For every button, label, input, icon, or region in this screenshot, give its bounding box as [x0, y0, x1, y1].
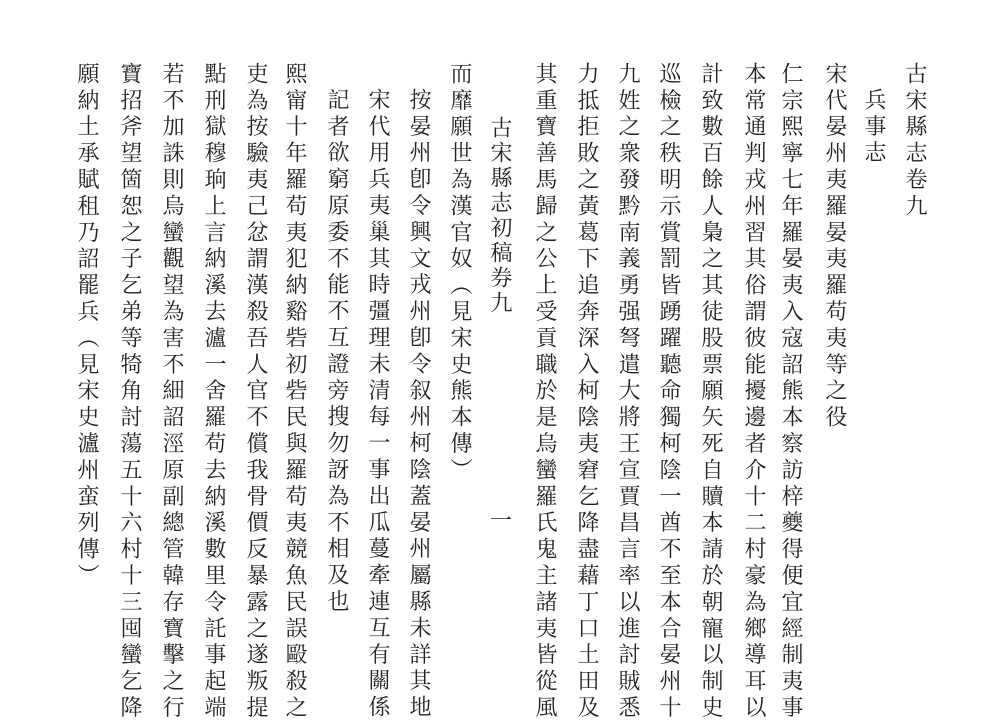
note-line: 記者欲窮原委不能不互證旁搜勿訝為不相及也 — [324, 88, 349, 616]
text-line: 若不加誅則烏蠻觀望為害不細詔涇原副總管韓存寶擊之行 — [159, 62, 184, 722]
text-line: 吏為按驗夷己忿謂漢殺吾人官不償我骨價反暴露之遂叛提 — [243, 62, 268, 722]
text-line: 寶招斧望箇恕之子乞弟等犄角討蕩五十六村十三囤蠻乞降 — [117, 62, 142, 722]
page-number: 一 — [490, 509, 513, 534]
text-line: 而靡願世為漢官奴（見宋史熊本傳） — [447, 62, 472, 485]
text-line: 本常通判戎州習其俗謂彼能擾邊者介十二村豪為鄉導耳以 — [741, 62, 766, 722]
text-line: 其重寶善馬歸之公上受貢職於是烏蠻羅氏鬼主諸夷皆從風 — [532, 62, 557, 722]
text-line: 計致數百餘人梟之其徒股票願矢死自贖本請於朝寵以制史 — [698, 62, 723, 722]
text-line: 熙甯十年羅苟夷犯納谿砦初砦民與羅苟夷競魚民誤毆殺之 — [282, 62, 307, 722]
chapter-heading: 宋代晏州夷羅晏夷羅苟夷等之役 — [822, 62, 847, 432]
text-line: 點刑獄穆珦上言納溪去瀘一舍羅苟去納溪數里令託事起端 — [201, 62, 226, 722]
volume-title: 古宋縣志卷九 — [902, 62, 927, 221]
book-title: 古宋縣志初稿券九 — [487, 116, 512, 316]
note-line: 按晏州卽令興文戎州卽令叙州柯陰蓋晏州屬縣未詳其地 — [406, 88, 431, 722]
text-line: 九姓之衆發黔南義勇强弩遣大將王宣賈昌言率以進討賊悉 — [615, 62, 640, 722]
text-line: 仁宗熙寧七年羅晏夷入寇詔熊本察訪梓夔得便宜經制夷事 — [778, 62, 803, 722]
note-line: 宋代用兵夷巢其時彊理未清每一事出瓜蔓牽連互有關係 — [365, 88, 390, 722]
text-line: 願納土承賦租乃詔罷兵（見宋史瀘州蛮列傳） — [74, 62, 99, 590]
section-title: 兵事志 — [861, 88, 886, 168]
text-line: 巡檢之秩明示賞罰皆踴躍聽命獨柯陰一酋不至本合晏州十 — [656, 62, 681, 722]
text-line: 力抵拒敗之黃葛下追奔深入柯陰夷窘乞降盡藉丁口土田及 — [574, 62, 599, 722]
